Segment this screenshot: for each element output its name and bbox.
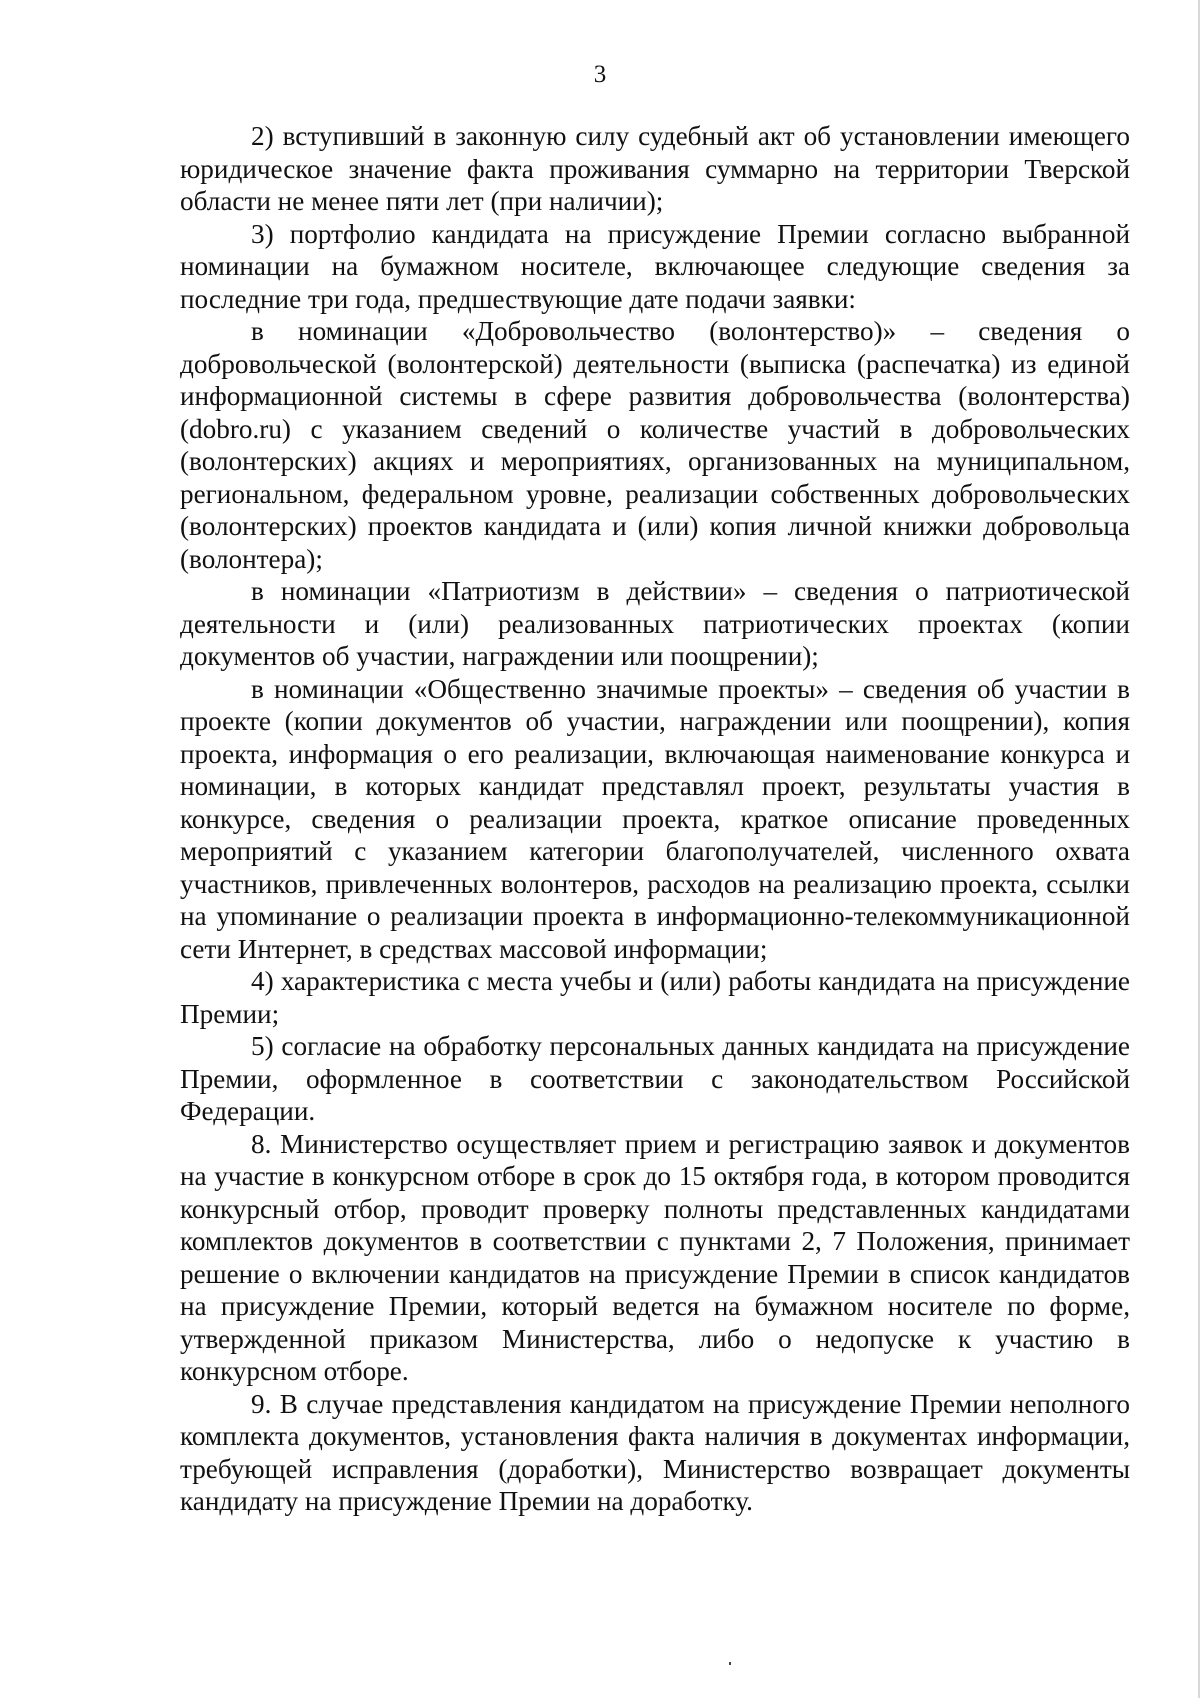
paragraph-clause-9: 9. В случае представления кандидатом на присуждение Премии неполного комплекта документов, установления факта наличия в документах информации, требующей исправления (доработки), Министерство возвращает документы кандидату на присуждение Премии на доработку. xyxy=(180,1388,1130,1516)
paragraph-nomination-volunteering: в номинации «Добровольчество (волонтерство)» – сведения о добровольческой (волонтерской) деятельности (выписка (распечатка) из единой информационной системы в сфере развития добровольчества (волонтерства) (dobro.ru) с указанием сведений о количестве участий в добровольческих (волонтерских) акциях и мероприятиях, организованных на муниципальном, региональном, федеральном уровне, реализации собственных добровольческих (волонтерских) проектов кандидата и (или) копия личной книжки добровольца (волонтера); xyxy=(180,316,1130,574)
paragraph-clause-8: 8. Министерство осуществляет прием и регистрацию заявок и документов на участие в конкурсном отборе в срок до 15 октября года, в котором проводится конкурсный отбор, проводит проверку полноты представленных кандидатами комплектов документов в соответствии с пунктами 2, 7 Положения, принимает решение о включении кандидатов на присуждение Премии в список кандидатов на присуждение Премии, который ведется на бумажном носителе по форме, утвержденной приказом Министерства, либо о недопуске к участию в конкурсном отборе. xyxy=(180,1128,1130,1386)
scan-speck xyxy=(729,1662,731,1665)
paragraph-nomination-social-projects: в номинации «Общественно значимые проекты» – сведения об участии в проекте (копии документов об участии, награждении или поощрении), копия проекта, информация о его реализации, включающая наименование конкурса и номинации, в которых кандидат представлял проект, результаты участия в конкурсе, сведения о реализации проекта, краткое описание проведенных мероприятий с указанием категории благополучателей, численного охвата участников, привлеченных волонтеров, расходов на реализацию проекта, ссылки на упоминание о реализации проекта в информационно-телекоммуникационной сети Интернет, в средствах массовой информации; xyxy=(180,673,1130,964)
paragraph-nomination-patriotism: в номинации «Патриотизм в действии» – сведения о патриотической деятельности и (или) реализованных патриотических проектах (копии документов об участии, награждении или поощрении); xyxy=(180,576,1130,671)
paragraph-consent: 5) согласие на обработку персональных данных кандидата на присуждение Премии, оформленное в соответствии с законодательством Российской Федерации. xyxy=(180,1031,1130,1126)
paragraph-court-act: 2) вступивший в законную силу судебный акт об установлении имеющего юридическое значение факта проживания суммарно на территории Тверской области не менее пяти лет (при наличии); xyxy=(180,121,1130,216)
document-body xyxy=(180,120,1130,1518)
paragraph-portfolio: 3) портфолио кандидата на присуждение Премии согласно выбранной номинации на бумажном носителе, включающее следующие сведения за последние три года, предшествующие дате подачи заявки: xyxy=(180,218,1130,314)
page-number: 3 xyxy=(593,61,607,88)
paragraph-characteristics: 4) характеристика с места учебы и (или) работы кандидата на присуждение Премии; xyxy=(180,966,1130,1029)
